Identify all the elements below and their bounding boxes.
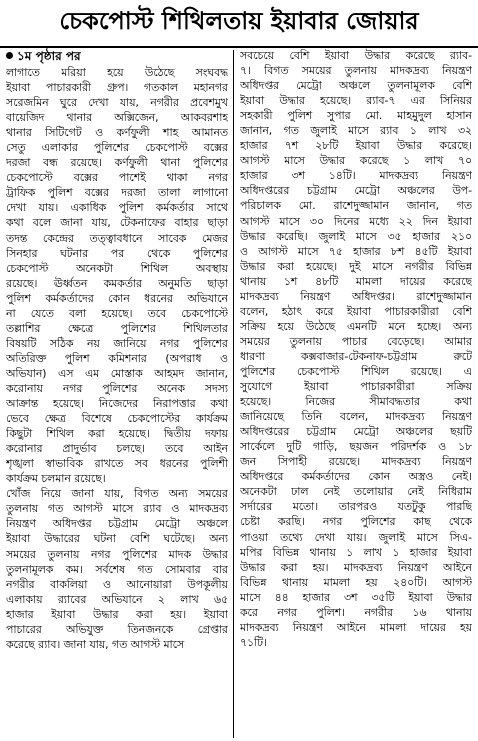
text-line: দরজা বন্ধ রয়েছে। কর্ণফুলী থানা পুলিশের <box>6 156 228 170</box>
text-line: জানান, গত জুলাই মাসে র‍্যাব ১ লাখ ৩২ <box>240 124 472 138</box>
text-line: ইয়াবা উদ্ধারের ঘটনা বেশি ঘটেছে। অন্য <box>6 532 228 546</box>
text-line: হাজার ৭শ ২৮টি ইয়াবা উদ্ধার করেছে। <box>240 139 472 153</box>
text-line: নিয়ন্ত্রণ অধিদপ্তর চট্টগ্রাম মেট্রো অঞ্চলে <box>6 517 228 531</box>
text-line: আগস্ট মাসে উদ্ধার করেছে ১ লাখ ৭০ <box>240 154 472 168</box>
text-line: সেতু এলাকার পুলিশের চেকপোস্ট বক্সের <box>6 141 228 155</box>
text-line: তুলনামূলক কম। সর্বশেষ গত সোমবার বার <box>6 562 228 576</box>
continued-from-kicker <box>6 48 228 65</box>
text-line: ৭। বিগত সময়ের তুলনায় মাদকদ্রব্য নিয়ন্ত্রণ <box>240 64 472 78</box>
right-column-body <box>240 48 472 650</box>
text-line: পুলিশ কর্মকর্তাদের কোন ধরনের অভিযানে <box>6 291 228 305</box>
column-divider <box>233 50 234 738</box>
text-line: বিষয়টি সঠিক নয় জানিয়ে নগর পুলিশের <box>6 336 228 350</box>
text-line: পাচারের অভিযুক্ত তিনজনকে গ্রেপ্তার <box>6 622 228 636</box>
text-line: করোনার প্রাদুর্ভাব চলছে। তবে আইন <box>6 442 228 456</box>
text-line: কথা বলে জানা যায়, টেকনাফের বাহার ছাড়া <box>6 216 228 230</box>
text-line: অধিদপ্তরের চট্টগ্রাম মেট্রো অঞ্চলের উপ- <box>240 184 472 198</box>
text-line: সার্কেলে দুটি গাড়ি, ছয়জন পরিদর্শক ও ১৮ <box>240 440 472 454</box>
text-line: অধিদপ্তরে কর্মকর্তাদের কোন অস্ত্রও নেই। <box>240 470 472 484</box>
text-line: জানিয়েছে তিনি বলেন, মাদকদ্রব্য নিয়ন্ত্রণ <box>240 410 472 424</box>
text-line: সহকারী পুলিশ সুপার মো. মাহমুদুল হাসান <box>240 109 472 123</box>
text-line: সরেজমিন ঘুরে দেখা যায়, নগরীর প্রবেশমুখ <box>6 96 228 110</box>
text-line: অনেকটা ঢাল নেই তলোয়ার নেই নিধিরাম <box>240 485 472 499</box>
text-line: পাওয়া তথ্যে দেখা যায়। জুলাই মাসে সিএ- <box>240 530 472 544</box>
text-line: বায়েজিদ থানার অক্সিজেন, আকবরশাহ <box>6 111 228 125</box>
kicker-text: ১ম পৃষ্ঠার পর <box>17 49 81 63</box>
text-line: ও আগস্ট মাসে ৭৫ হাজার ৮শ ৪৫টি ইয়াবা <box>240 244 472 258</box>
text-line: তদন্ত কেন্দ্রের তত্ত্বাবধানে সাবেক মেজর <box>6 231 228 245</box>
text-line: সময়ের তুলনায় নগর পুলিশের মাদক উদ্ধার <box>6 547 228 561</box>
column-right <box>240 48 472 650</box>
text-line: মপির বিভিন্ন থানায় ১ লাখ ১ হাজার ইয়াবা <box>240 545 472 559</box>
text-line: জন সিপাহী রয়েছে। মাদকদ্রব্য নিয়ন্ত্রণ <box>240 455 472 469</box>
text-line: ধারণা কক্সবাজার-টেকনাফ-চট্টগ্রাম রুটে <box>240 349 472 363</box>
text-line: উদ্ধার করা হয়। মাদকদ্রব্য নিয়ন্ত্রণ আইনে <box>240 560 472 574</box>
text-line: কার্যক্রম চলমান রয়েছে। <box>6 472 106 486</box>
text-line: তুলনায় গত আগস্ট মাসে র‍্যাব ও মাদকদ্রব্য <box>6 502 228 516</box>
text-line: মাদকদ্রব্য নিয়ন্ত্রণ অধিদপ্তর। রাশেদুজ্জামান <box>240 289 472 303</box>
text-line: মাদকদ্রব্য নিয়ন্ত্রণ আইনে মামলা দায়ের হয় <box>240 620 472 634</box>
text-line: লাগাতে মরিয়া হয়ে উঠেছে সংঘবদ্ধ <box>6 66 228 79</box>
left-column-body <box>6 65 228 652</box>
text-line: চেষ্টা করছি। নগর পুলিশের কাছ থেকে <box>240 515 472 529</box>
text-line: শৃঙ্খলা স্বাভাবিক রাখতে সব ধরনের পুলিশী <box>6 457 228 471</box>
text-line: ইয়াবা পাচারকারী গ্রুপ। গতকাল মহানগর <box>6 81 228 95</box>
text-line: রয়েছে। ঊর্ধ্বতন কমকর্তার অনুমতি ছাড়া <box>6 276 228 290</box>
text-line: করোনায় নগর পুলিশের অনেক সদস্য <box>6 381 228 395</box>
headline: চেকপোস্ট শিথিলতায় ইয়াবার জোয়ার <box>0 0 478 48</box>
text-line: পরিচালক মো. রাশেদুজ্জামান জানান, গত <box>240 199 472 213</box>
text-line: হাজার ইয়াবা উদ্ধার করা হয়। ইয়াবা <box>6 607 228 621</box>
text-line: ট্রাফিক পুলিশ বক্সের দরজা তালা লাগানো <box>6 186 228 200</box>
text-line: ভেবে ক্ষেত্র বিশেষে চেকপোস্টের কার্যক্রম <box>6 412 228 426</box>
text-line: তল্লাশির ক্ষেত্রে পুলিশের শিথিলতার <box>6 321 228 335</box>
column-left <box>6 48 228 652</box>
text-line: উদ্ধার করেছি। জুলাই মাসে ৩৫ হাজার ২১০ <box>240 229 472 243</box>
text-line: অভিযান) এস এম মোস্তাক আহমদ জানান, <box>6 366 228 380</box>
text-line: অধিদপ্তরের চট্টগ্রাম মেট্রো অঞ্চলের ছয়টি <box>240 425 472 439</box>
text-line: বিভিন্ন থানায় মামলা হয় ২৪০টি। আগস্ট <box>240 575 472 589</box>
text-line: কিছুটা শিথিল করা হয়েছে। দ্বিতীয় দফায় <box>6 427 228 441</box>
text-line: হাজার ৩শ ১৪টি। মাদকদ্রব্য নিয়ন্ত্রণ <box>240 169 472 183</box>
text-line: থানার সিটিগেট ও কর্ণফুলী শাহ আমানত <box>6 126 228 140</box>
text-line: হয়েছে। নিজের সীমাবদ্ধতার কথা <box>240 395 472 409</box>
text-line: সময়ের তুলনায় পাচার বেড়েছে। আমার <box>240 334 472 348</box>
text-line: সিনহার ঘটনার পর থেকে পুলিশের <box>6 246 228 260</box>
text-line: করেছে র‍্যাব। জানা যায়, গত আগস্ট মাসে <box>6 637 185 651</box>
text-line: ইয়াবা উদ্ধার হয়েছে। র‍্যাব-৭ এর সিনিয়র <box>240 94 472 108</box>
text-line: অতিরিক্ত পুলিশ কমিশনার (অপরাধ ও <box>6 351 228 365</box>
text-line: আক্রান্ত হয়েছে। নিজেদের নিরাপত্তার কথা <box>6 397 228 411</box>
text-line: থানায় ১শ ৪৮টি মামলা দায়ের করেছে <box>240 274 472 288</box>
text-line: করে নগর পুলিশ। নগরীর ১৬ থানায় <box>240 605 472 619</box>
text-line: বলেন, হঠাৎ করে ইয়াবা পাচারকারীরা বেশি <box>240 304 472 318</box>
text-line: পুলিশের চেকপোস্ট শিথিল রয়েছে। এ <box>240 364 472 378</box>
bullet-icon <box>6 52 13 59</box>
text-line: অধিদপ্তর মেট্রো অঞ্চলে তুলনামূলক বেশি <box>240 79 472 93</box>
text-line: চেকপোস্টে বক্সের পাশেই থাকা নগর <box>6 171 228 185</box>
text-line: দেখা যায়। একাধিক পুলিশ কর্মকর্তার সাথে <box>6 201 228 215</box>
text-line: চেকপোস্ট অনেকটা শিথিল অবস্থায় <box>6 261 228 275</box>
text-line: সবচেয়ে বেশি ইয়াবা উদ্ধার করেছে র‍্যাব- <box>240 49 472 62</box>
text-line: নগরীর বাকলিয়া ও আনোয়ারা উপকূলীয় <box>6 577 228 591</box>
text-line: এলাকায় র‍্যাবের অভিযানে ২ লাখ ৬৫ <box>6 592 228 606</box>
text-line: উদ্ধার করা হয়েছে। দুই মাসে নগরীর বিভিন্ন <box>240 259 472 273</box>
text-line: না যেতে বলা হয়েছে। তবে চেকপোস্টে <box>6 306 228 320</box>
text-line: মাসে ৪৪ হাজার ৩শ ৩৫টি ইয়াবা উদ্ধার <box>240 590 472 604</box>
text-line: আগস্ট মাসে ৩০ দিনের মধ্যে ২২ দিন ইয়াবা <box>240 214 472 228</box>
text-line: সক্রিয় হয়ে উঠেছে এমনটি মনে হচ্ছে। অন্য <box>240 319 472 333</box>
text-line: ৭১টি। <box>240 635 267 649</box>
text-line: সর্দারের মতো। তারপরও যতটুকু পারছি <box>240 500 472 514</box>
text-line: খোঁজ নিয়ে জানা যায়, বিগত অন্য সময়ের <box>6 487 228 501</box>
text-line: সুযোগে ইয়াবা পাচারকারীরা সক্রিয় <box>240 380 472 394</box>
